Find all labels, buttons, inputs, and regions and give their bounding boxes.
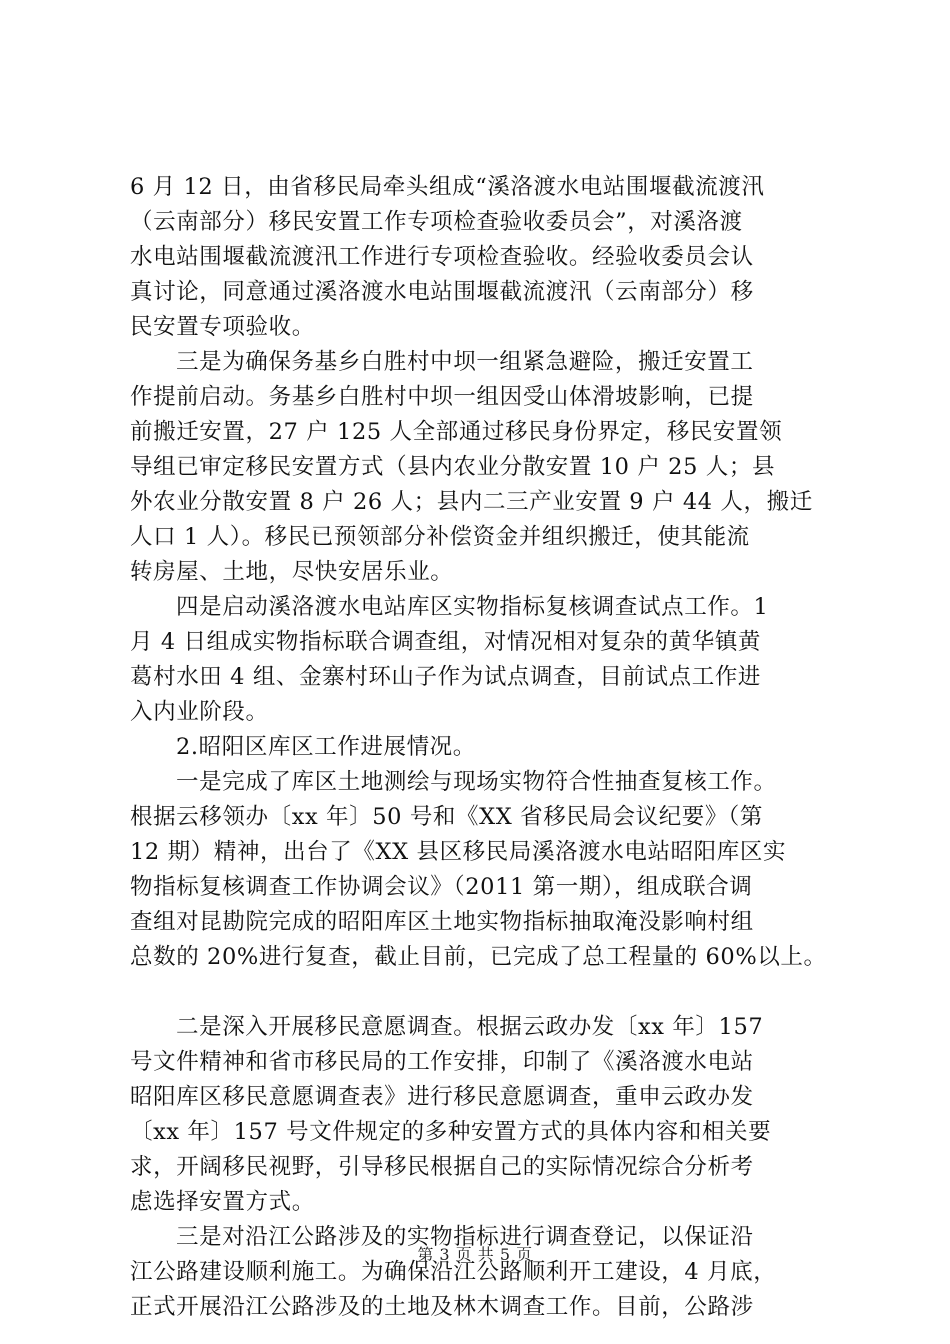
text-line: 前搬迁安置，27 户 125 人全部通过移民身份界定，移民安置领 <box>130 419 783 445</box>
text-line: 三是对沿江公路涉及的实物指标进行调查登记，以保证沿 <box>176 1224 754 1250</box>
text-line: 根据云移领办〔xx 年〕50 号和《XX 省移民局会议纪要》（第 <box>130 804 763 830</box>
text-line: 葛村水田 4 组、金寨村环山子作为试点调查，目前试点工作进 <box>130 664 762 690</box>
document-body <box>130 170 845 1325</box>
text-line: 6 月 12 日，由省移民局牵头组成“溪洛渡水电站围堰截流渡汛 <box>130 174 765 200</box>
text-line: 人口 1 人）。移民已预领部分补偿资金并组织搬迁，使其能流 <box>130 524 750 550</box>
text-line: 号文件精神和省市移民局的工作安排，印制了《溪洛渡水电站 <box>130 1049 754 1075</box>
paragraph-continuation <box>130 170 845 345</box>
paragraph-resident-intention-survey <box>130 1010 845 1220</box>
text-line: 真讨论，同意通过溪洛渡水电站围堰截流渡汛（云南部分）移 <box>130 279 754 305</box>
section-heading <box>130 730 845 765</box>
text-line: 四是启动溪洛渡水电站库区实物指标复核调查试点工作。1 <box>176 594 769 620</box>
text-line: 转房屋、土地，尽快安居乐业。 <box>130 559 454 585</box>
text-line: 〔xx 年〕157 号文件规定的多种安置方式的具体内容和相关要 <box>130 1119 772 1145</box>
text-line: 查组对昆勘院完成的昭阳库区土地实物指标抽取淹没影响村组 <box>130 909 754 935</box>
text-line: 入内业阶段。 <box>130 699 269 725</box>
text-line: 物指标复核调查工作协调会议》（2011 第一期），组成联合调 <box>130 874 753 900</box>
text-line: 12 期）精神，出台了《XX 县区移民局溪洛渡水电站昭阳库区实 <box>130 839 787 865</box>
paragraph-relocation-emergency <box>130 345 845 590</box>
text-line: 一是完成了库区土地测绘与现场实物符合性抽查复核工作。 <box>176 769 777 795</box>
text-line: 外农业分散安置 8 户 26 人；县内二三产业安置 9 户 44 人，搬迁 <box>130 489 813 515</box>
text-line: 虑选择安置方式。 <box>130 1189 315 1215</box>
blank-line <box>130 975 845 1010</box>
text-line: 导组已审定移民安置方式（县内农业分散安置 10 户 25 人；县 <box>130 454 776 480</box>
text-line: （云南部分）移民安置工作专项检查验收委员会”，对溪洛渡 <box>130 209 743 235</box>
text-line: 水电站围堰截流渡汛工作进行专项检查验收。经验收委员会认 <box>130 244 754 270</box>
text-line: 2.昭阳区库区工作进展情况。 <box>176 734 476 760</box>
paragraph-pilot-survey <box>130 590 845 730</box>
page-footer <box>0 1242 950 1265</box>
paragraph-land-survey <box>130 765 845 975</box>
text-line: 总数的 20%进行复查，截止目前，已完成了总工程量的 60%以上。 <box>130 944 827 970</box>
paragraph-riverside-road <box>130 1220 845 1325</box>
text-line: 三是为确保务基乡白胜村中坝一组紧急避险，搬迁安置工 <box>176 349 754 375</box>
text-line: 求，开阔移民视野，引导移民根据自己的实际情况综合分析考 <box>130 1154 754 1180</box>
text-line: 民安置专项验收。 <box>130 314 315 340</box>
text-line: 江公路建设顺利施工。为确保沿江公路顺利开工建设，4 月底， <box>130 1259 777 1285</box>
text-line: 二是深入开展移民意愿调查。根据云政办发〔xx 年〕157 <box>176 1014 764 1040</box>
text-line: 作提前启动。务基乡白胜村中坝一组因受山体滑坡影响，已提 <box>130 384 754 410</box>
text-line: 正式开展沿江公路涉及的土地及林木调查工作。目前，公路涉 <box>130 1294 754 1320</box>
page-number: 第 3 页 <box>417 1245 473 1264</box>
page-total: 共 5 页 <box>477 1245 533 1264</box>
text-line: 月 4 日组成实物指标联合调查组，对情况相对复杂的黄华镇黄 <box>130 629 762 655</box>
text-line: 昭阳库区移民意愿调查表》进行移民意愿调查，重申云政办发 <box>130 1084 754 1110</box>
